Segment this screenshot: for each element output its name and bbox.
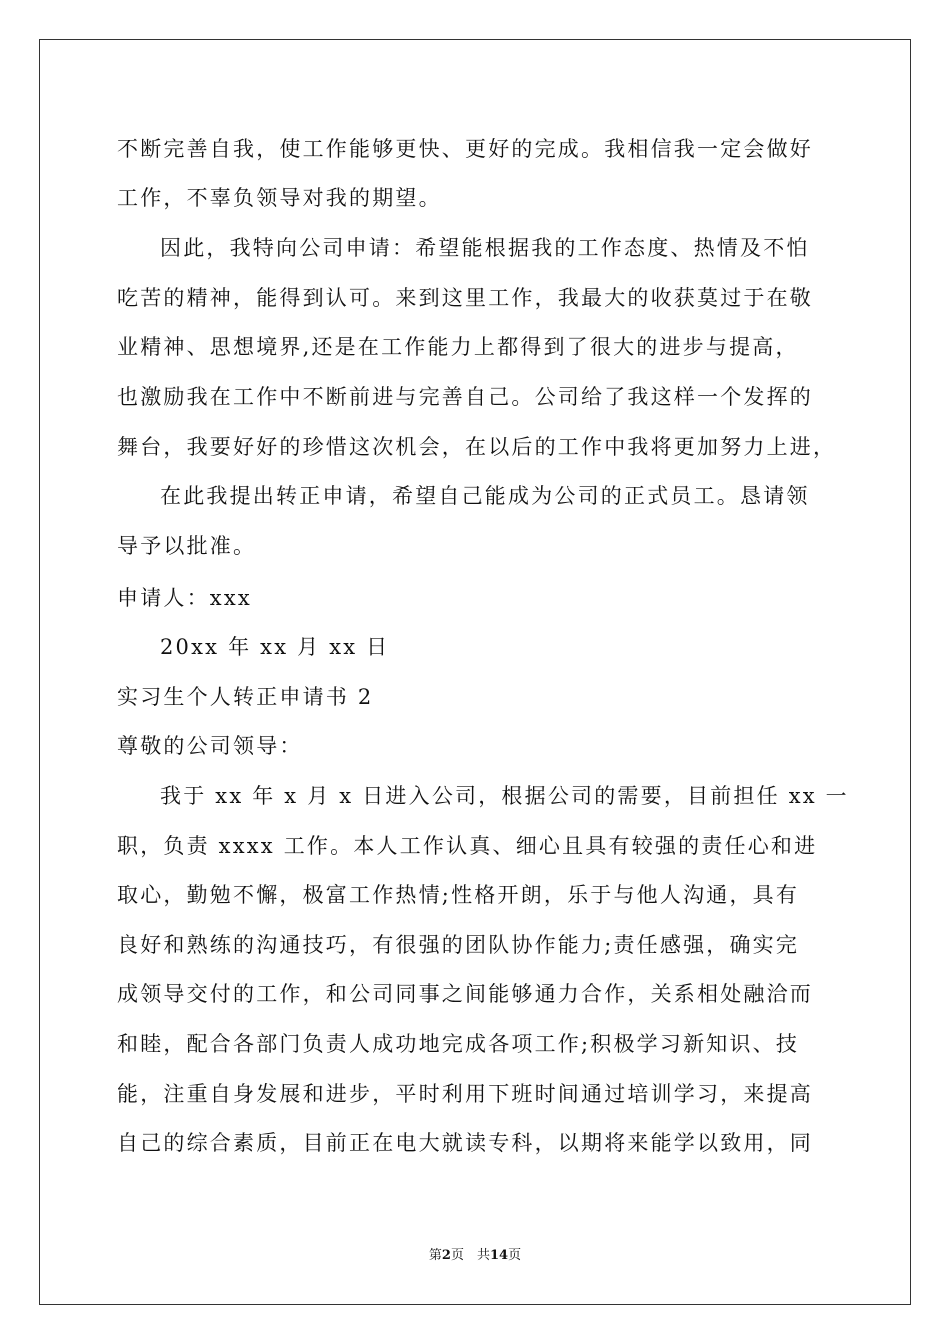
footer-prefix: 第 [428, 1248, 442, 1263]
text-line: 不断完善自我，使工作能够更快、更好的完成。我相信我一定会做好 [117, 137, 813, 161]
paragraph-start-line: 因此，我特向公司申请：希望能根据我的工作态度、热情及不怕 [160, 236, 810, 260]
text-line: 取心，勤勉不懈，极富工作热情;性格开朗，乐于与他人沟通，具有 [117, 883, 800, 907]
text-line: 也激励我在工作中不断前进与完善自己。公司给了我这样一个发挥的 [117, 385, 813, 409]
text-line: 工作，不辜负领导对我的期望。 [117, 186, 442, 210]
text-line: 良好和熟练的沟通技巧，有很强的团队协作能力;责任感强，确实完 [117, 933, 800, 957]
current-page-number: 2 [441, 1248, 451, 1263]
applicant-line: 申请人：xxx [117, 586, 252, 610]
footer-mid: 页 共 [450, 1248, 490, 1263]
text-line: 吃苦的精神，能得到认可。来到这里工作，我最大的收获莫过于在敬 [117, 286, 813, 310]
text-line: 成领导交付的工作，和公司同事之间能够通力合作，关系相处融洽而 [117, 982, 813, 1006]
paragraph-start-line: 我于 xx 年 x 月 x 日进入公司，根据公司的需要，目前担任 xx 一 [160, 784, 849, 808]
section-title: 实习生个人转正申请书 2 [117, 685, 374, 709]
text-line: 业精神、思想境界,还是在工作能力上都得到了很大的进步与提高， [117, 335, 799, 359]
total-page-count: 14 [489, 1248, 509, 1263]
paragraph-start-line: 在此我提出转正申请，希望自己能成为公司的正式员工。恳请领 [160, 484, 810, 508]
footer-suffix: 页 [508, 1248, 522, 1263]
text-line: 自己的综合素质，目前正在电大就读专科，以期将来能学以致用，同 [117, 1131, 813, 1155]
text-line: 舞台，我要好好的珍惜这次机会，在以后的工作中我将更加努力上进， [117, 435, 837, 459]
page-number-footer [0, 1247, 950, 1265]
text-line: 和睦，配合各部门负责人成功地完成各项工作;积极学习新知识、技 [117, 1032, 800, 1056]
page-border [39, 39, 911, 1305]
date-line: 20xx 年 xx 月 xx 日 [160, 635, 390, 659]
text-line: 职，负责 xxxx 工作。本人工作认真、细心且具有较强的责任心和进 [117, 834, 818, 858]
salutation: 尊敬的公司领导： [117, 734, 303, 758]
text-line: 导予以批准。 [117, 534, 257, 558]
text-line: 能，注重自身发展和进步，平时利用下班时间通过培训学习，来提高 [117, 1082, 813, 1106]
